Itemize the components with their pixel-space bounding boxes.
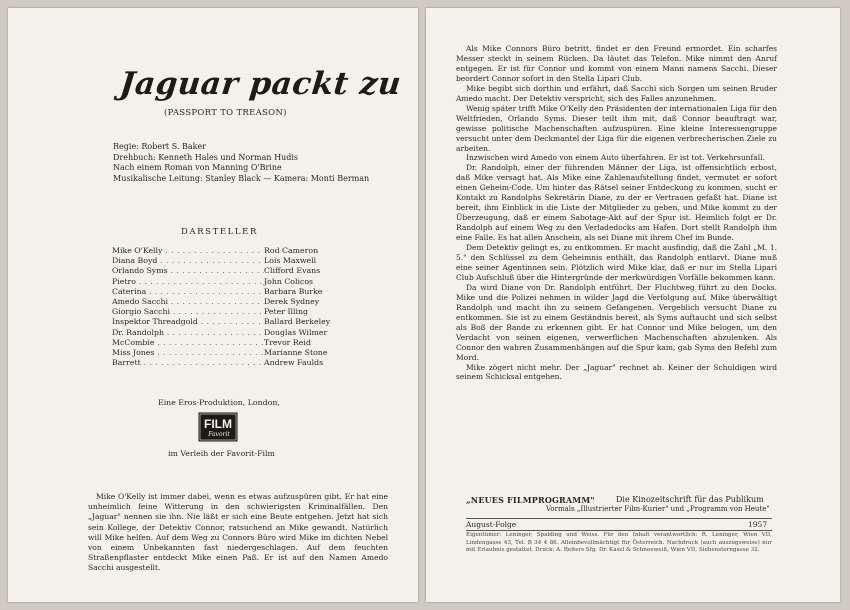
cast-row (112, 348, 362, 358)
synopsis-paragraph: Als Mike Connors Büro betritt, findet er den Freund ermordet. Ein scharfes Messer steckt in seinem Rücken. Da läutet das Telefon. Mike nimmt den Anruf entgegen. Er ist für Connor und kommt von einem Mann namens Sacchi. Dieser beordert Connor sofort in den Stella Lipari Club. (456, 44, 777, 83)
imprint-text: Eigentümer: Leninger, Spalding und Weiss. Für den Inhalt verantwortlich: R. Leninger, Wien VII, Lindengasse 43, Tel. B 34 4 86. Alleinbevollmächtigt für Österreich. Nachdruck (auch auszugsweise) nur mit Erlaubnis gestattet. Druck: A. Reiters Sfg. Dr. Kaszl & Schneeweiß, Wien VII, Siebensterngasse 32. (466, 532, 772, 554)
cast-role: Amedo Sacchi . . . (112, 297, 264, 307)
cast-actor: Lois Maxwell (264, 256, 317, 266)
production-credit: Eine Eros-Produktion, London, (158, 398, 280, 407)
cast-list (112, 246, 362, 368)
cast-role: Diana Boyd . . . (112, 256, 264, 266)
cast-actor: Derek Sydney (264, 297, 320, 307)
cast-row (112, 307, 362, 317)
synopsis-paragraph: Da wird Diane von Dr. Randolph entführt. Der Fluchtweg führt zu den Docks. Mike und die Polizei nehmen in wilder Jagd die Verfolgung auf. Mike überwältigt Randolph und macht ihn zu seinem Gefangenen. Vergeblich versucht Diane zu entkommen. Sie ist zu einem Geständnis bereit, als Syms auftaucht und sich selbst als Boß der Bande zu erkennen gibt. Er hat Connor und Mike belogen, um den Verdacht von seinen eigenen, verwerflichen Machenschaften abzulenken. Als Connor den wahren Zusammenhängen auf die Spur kam, gab Syms den Befehl zum Mord. (456, 282, 777, 362)
cast-row (112, 338, 362, 348)
issue-year: 1957 (748, 520, 768, 529)
cast-row (112, 358, 362, 368)
cast-row (112, 297, 362, 307)
cast-row (112, 317, 362, 327)
divider (466, 518, 772, 519)
synopsis-continued (456, 44, 777, 382)
credit-line: Nach einem Roman von Manning O'Brine (113, 163, 282, 172)
cast-role: McCombie . . . (112, 338, 264, 348)
publication-name: „NEUES FILMPROGRAMM" (466, 495, 595, 505)
cast-row (112, 277, 362, 287)
cast-actor: John Colicos (264, 276, 314, 286)
cast-role: Caterina . . . (112, 287, 264, 297)
cast-row (112, 256, 362, 266)
cast-heading: DARSTELLER (181, 227, 258, 237)
logo-script-text: Favorit (208, 431, 230, 438)
credit-line: Musikalische Leitung: Stanley Black — Kamera: Monti Berman (113, 173, 370, 183)
original-title: (PASSPORT TO TREASON) (164, 108, 287, 118)
synopsis-intro (88, 492, 388, 574)
cast-role: Dr. Randolph . . . (112, 328, 264, 338)
cast-row (112, 266, 362, 276)
credit-line: Drehbuch: Kenneth Hales und Norman Hudis (113, 152, 298, 162)
film-title: Jaguar packt zu (118, 66, 403, 102)
credit-line: Regie: Robert S. Baker (113, 142, 207, 151)
cast-actor: Andrew Faulds (264, 358, 324, 368)
cast-actor: Rod Cameron (264, 246, 319, 255)
cast-role: Barrett . . . (112, 358, 264, 368)
cast-actor: Marianne Stone (264, 348, 328, 358)
cast-role: Pietro . . . (112, 277, 264, 287)
cast-actor: Douglas Wilmer (264, 327, 328, 337)
publication-formerly: Vormals „Illustrierter Film-Kurier" und „Programm von Heute" (546, 505, 770, 513)
cast-row (112, 328, 362, 338)
left-page (8, 8, 418, 602)
synopsis-paragraph: Inzwischen wird Amedo von einem Auto überfahren. Er ist tot. Verkehrsunfall. (466, 153, 765, 163)
cast-role: Giorgio Sacchi . . . (112, 307, 264, 317)
cast-actor: Clifford Evans (264, 266, 321, 276)
distribution-credit: im Verleih der Favorit-Film (168, 449, 275, 458)
cast-row (112, 246, 362, 256)
cast-actor: Barbara Burke (264, 286, 323, 296)
logo-film-text: FILM (204, 417, 232, 431)
synopsis-paragraph: Mike O'Kelly ist immer dabei, wenn es etwas aufzuspüren gibt. Er hat eine unheimlich feine Witterung in den schwierigsten Kriminalfällen. Den „Jaguar" nennen sie ihn. Nie läßt er sich eine Beute entgehen. Jetzt hat sich sein Kollege, der Detektiv Connor, ratsuchend an Mike gewandt. Natürlich will Mike helfen. Auf dem Weg zu Connors Büro wird Mike im dichten Nebel von einem Unbekannten fast niedergeschlagen. Auf dem feuchten Straßenpflaster entdeckt Mike einen Paß. Er ist auf den Namen Amedo Sacchi ausgestellt. (88, 492, 388, 573)
cast-role: Miss Jones . . . (112, 348, 264, 358)
synopsis-paragraph: Dr. Randolph, einer der führenden Männer der Liga, ist offensichtlich erbost, daß Mike versagt hat. Als Mike eine Zahlenaufstellung findet, vermutet er sofort einen Geheim-Code. Um hinter das Rätsel seiner Entdeckung zu kommen, sucht er Kontakt zu Randolphs Sekretärin Diane, zu der er Vertrauen gefaßt hat. Diane ist bereit, ihm Einblick in die Liste der Mitglieder zu geben, und Mike kommt zu der Überzeugung, daß er einem Sabotage-Akt auf der Spur ist. Heimlich folgt er Dr. Randolph auf einem Weg zu den Verladedocks am Hafen. Dort stellt Randolph ihm eine Falle. Es hat allen Anschein, als sei Diane mit ihrem Chef im Bunde. (456, 163, 777, 243)
cast-actor: Peter Illing (264, 307, 309, 317)
synopsis-paragraph: Mike zögert nicht mehr. Der „Jaguar" rechnet ab. Keiner der Schuldigen wird seinem Schicksal entgehen. (456, 362, 777, 382)
publication-tagline: Die Kinozeitschrift für das Publikum (616, 495, 764, 504)
issue-label: August-Folge (466, 520, 517, 529)
synopsis-paragraph: Wenig später trifft Mike O'Kelly den Präsidenten der internationalen Liga für den Weltfrieden, Orlando Syms. Dieser teilt ihm mit, daß Connor beauftragt war, gewisse politische Machenschaften aufzuspüren. Eine kleine Interessengruppe versucht unter dem Deckmantel der Liga für die eigenen verbrecherischen Ziele zu arbeiten. (456, 103, 777, 153)
right-page (426, 8, 840, 602)
cast-actor: Ballard Berkeley (264, 317, 331, 327)
synopsis-paragraph: Mike begibt sich dorthin und erfährt, daß Sacchi sich Sorgen um seinen Bruder Amedo macht. Der Detektiv verspricht, sich des Falles anzunehmen. (456, 83, 777, 103)
cast-role: Mike O'Kelly . . . (112, 246, 264, 256)
credits-block (113, 142, 413, 184)
cast-row (112, 287, 362, 297)
cast-role: Inspektor Threadgold . . . (112, 317, 264, 327)
divider (466, 530, 772, 531)
favorit-film-logo (198, 412, 238, 442)
cast-actor: Trevor Reid (264, 337, 311, 347)
cast-role: Orlando Syms . . . (112, 266, 264, 276)
synopsis-paragraph: Dem Detektiv gelingt es, zu entkommen. Er macht ausfindig, daß die Zahl „M. 1. 5." den Schlüssel zu dem Geheimnis enthält, das Randolph entlarvt. Diane muß eine seiner Agentinnen sein. Plötzlich wird Mike klar, daß er nur im Stella Lipari Club Aufschluß über die Hintergründe der merkwürdigen Vorfälle bekommen kann. (456, 243, 777, 282)
